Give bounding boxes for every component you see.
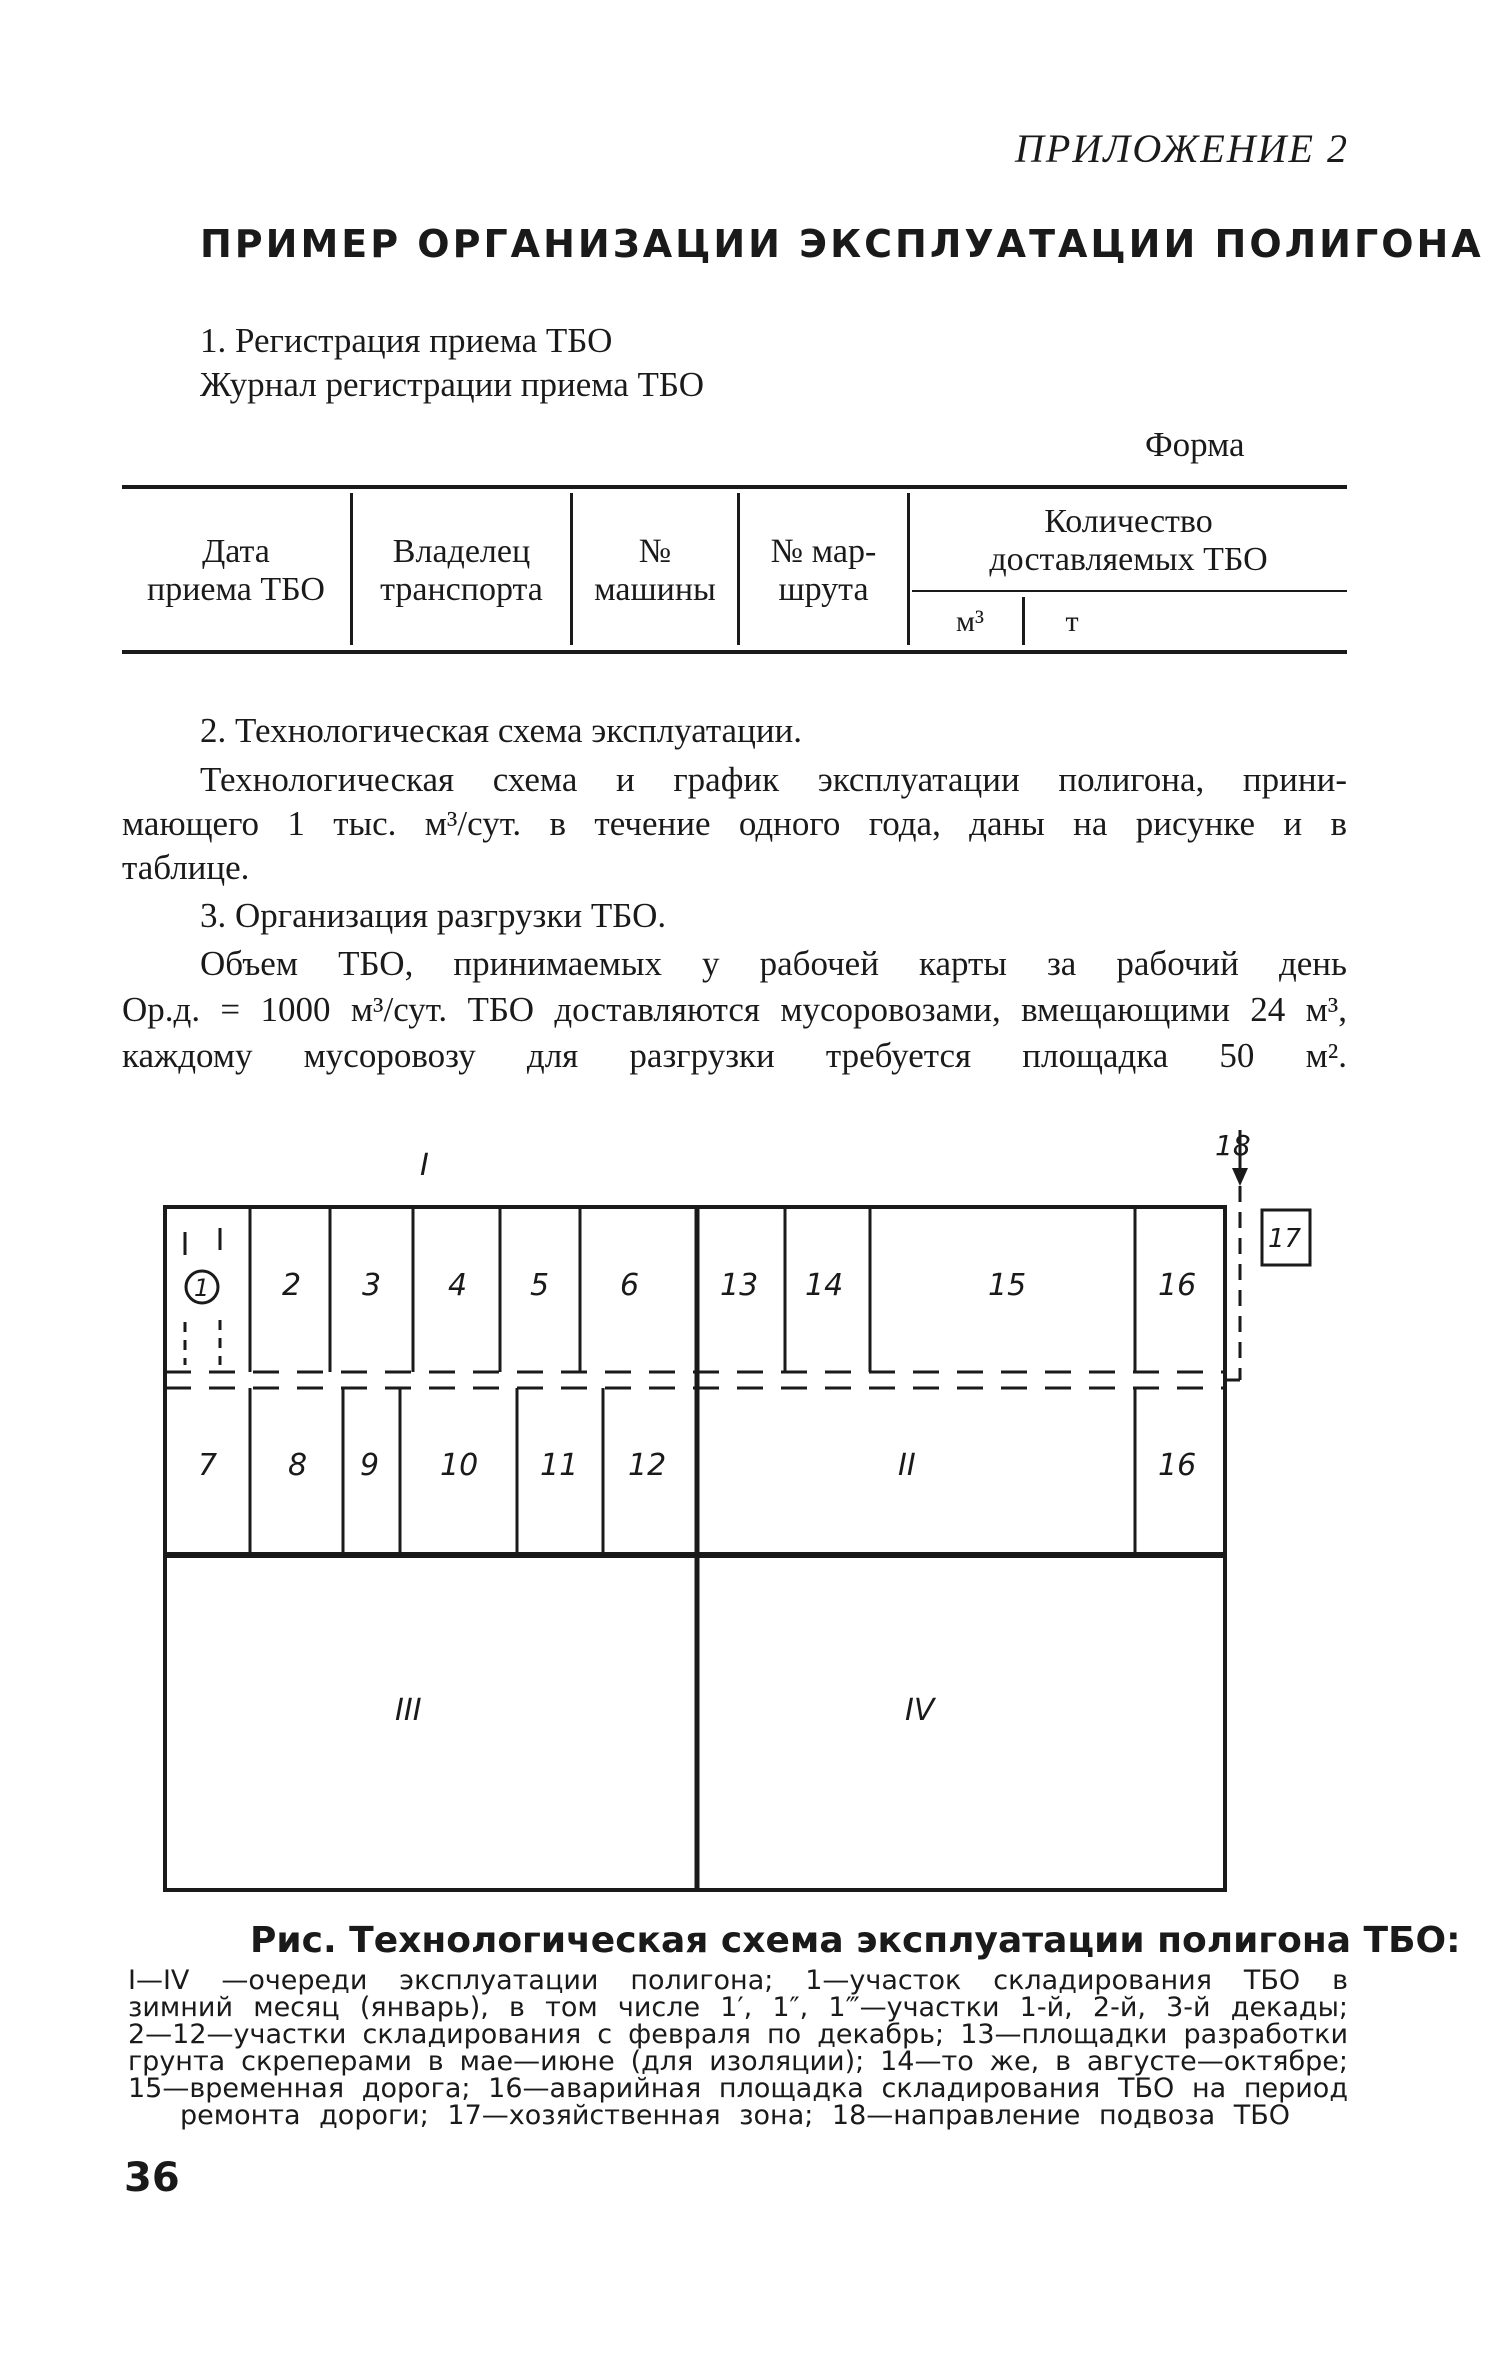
sub-header-t: т — [1065, 605, 1079, 638]
label-14: 14 — [805, 1268, 844, 1303]
label-16-top: 16 — [1158, 1268, 1197, 1303]
legend-line-1: I—IV —очереди эксплуатации полигона; 1—участок складирования ТБО в — [128, 1965, 1348, 1996]
label-queue-IV: IV — [905, 1693, 935, 1728]
page-number: 36 — [124, 2155, 180, 2201]
legend-line-4: грунта скреперами в мае—июне (для изоляции); 14—то же, в августе—октябре; — [128, 2046, 1348, 2077]
label-queue-III: III — [395, 1693, 422, 1728]
label-queue-II: II — [898, 1448, 916, 1483]
label-8: 8 — [288, 1448, 308, 1483]
section3-text-line2: Oр.д. = 1000 м³/сут. ТБО доставляются мусоровозами, вмещающими 24 м³, — [122, 990, 1347, 1029]
section3-text-line3: каждому мусоровозу для разгрузки требуется площадка 50 м². — [122, 1036, 1347, 1075]
page-title: ПРИМЕР ОРГАНИЗАЦИИ ЭКСПЛУАТАЦИИ ПОЛИГОНА — [200, 222, 1484, 266]
section2-heading: 2. Технологическая схема эксплуатации. — [200, 711, 803, 750]
section3-text-line1: Объем ТБО, принимаемых у рабочей карты за рабочий день — [200, 944, 1347, 983]
section2-text-line3: таблице. — [122, 848, 250, 887]
label-4: 4 — [448, 1268, 468, 1303]
label-3: 3 — [362, 1268, 382, 1303]
label-15: 15 — [988, 1268, 1027, 1303]
legend-line-5: 15—временная дорога; 16—аварийная площадка складирования ТБО на период — [128, 2073, 1348, 2104]
col-date-header: Дата приема ТБО — [147, 533, 325, 608]
label-16-bottom: 16 — [1158, 1448, 1197, 1483]
appendix-label: ПРИЛОЖЕНИЕ 2 — [1015, 126, 1349, 171]
label-1: 1 — [194, 1274, 210, 1302]
legend-line-3: 2—12—участки складирования с февраля по декабрь; 13—площадки разработки — [128, 2019, 1348, 2050]
section2-text-line2: мающего 1 тыс. м³/сут. в течение одного года, даны на рисунке и в — [122, 804, 1347, 843]
label-10: 10 — [440, 1448, 479, 1483]
label-6: 6 — [620, 1268, 640, 1303]
section1-subheading: Журнал регистрации приема ТБО — [200, 365, 704, 404]
label-5: 5 — [530, 1268, 550, 1303]
section3-heading: 3. Организация разгрузки ТБО. — [200, 896, 667, 935]
label-2: 2 — [282, 1268, 302, 1303]
label-18: 18 — [1215, 1129, 1251, 1162]
label-13: 13 — [720, 1268, 759, 1303]
arrow-18-head — [1232, 1168, 1248, 1186]
legend-line-2: зимний месяц (январь), в том числе 1′, 1″, 1‴—участки 1-й, 2-й, 3-й декады; — [128, 1992, 1348, 2023]
label-12: 12 — [628, 1448, 667, 1483]
col-owner-header: Владелец транспорта — [380, 533, 543, 608]
label-queue-I: I — [420, 1148, 429, 1183]
label-11: 11 — [540, 1448, 579, 1483]
label-9: 9 — [360, 1448, 380, 1483]
figure-caption-title: Рис. Технологическая схема эксплуатации полигона ТБО: — [250, 1920, 1461, 1961]
col-vehicle-header: № машины — [594, 533, 716, 608]
label-17: 17 — [1268, 1224, 1302, 1254]
form-label: Форма — [1145, 425, 1245, 464]
section2-text-line1: Технологическая схема и график эксплуатации полигона, прини- — [200, 760, 1347, 799]
sub-header-m3: м³ — [956, 605, 984, 638]
col-quantity-header: Количество доставляемых ТБО — [989, 503, 1268, 578]
label-7: 7 — [198, 1448, 218, 1483]
legend-line-6: ремонта дороги; 17—хозяйственная зона; 18—направление подвоза ТБО — [180, 2100, 1290, 2131]
col-route-header: № мар- шрута — [770, 533, 877, 608]
section1-heading: 1. Регистрация приема ТБО — [200, 321, 613, 360]
